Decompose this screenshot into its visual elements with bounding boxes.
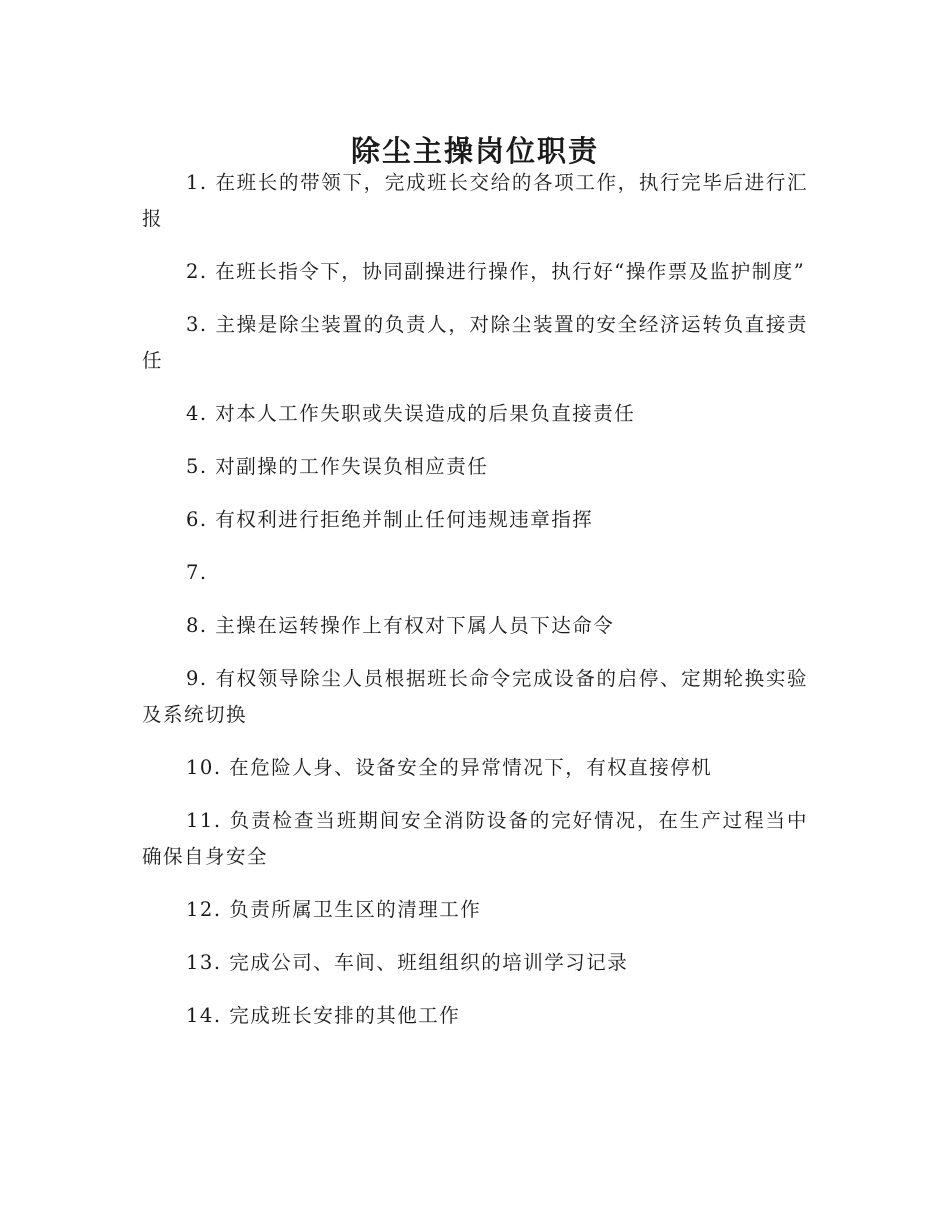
duty-item-14: 14. 完成班长安排的其他工作 xyxy=(186,1004,461,1027)
duty-item-13: 13. 完成公司、车间、班组组织的培训学习记录 xyxy=(186,951,629,974)
document-title: 除尘主操岗位职责 xyxy=(350,134,599,169)
duty-item-2: 2. 在班长指令下，协同副操进行操作，执行好“操作票及监护制度” xyxy=(186,260,806,283)
duty-item-9: 9. 有权领导除尘人员根据班长命令完成设备的启停、定期轮换实验及系统切换 xyxy=(142,667,808,726)
duty-item-4: 4. 对本人工作失职或失误造成的后果负直接责任 xyxy=(186,402,636,425)
duty-item-3: 3. 主操是除尘装置的负责人，对除尘装置的安全经济运转负直接责任 xyxy=(142,313,808,372)
duty-item-8: 8. 主操在运转操作上有权对下属人员下达命令 xyxy=(186,614,615,637)
duty-item-10: 10. 在危险人身、设备安全的异常情况下，有权直接停机 xyxy=(186,756,713,779)
duty-item-6: 6. 有权利进行拒绝并制止任何违规违章指挥 xyxy=(186,508,594,531)
duty-list xyxy=(142,165,808,1051)
duty-item-11: 11. 负责检查当班期间安全消防设备的完好情况，在生产过程当中确保自身安全 xyxy=(142,809,808,868)
duty-item-1: 1. 在班长的带领下，完成班长交给的各项工作，执行完毕后进行汇报 xyxy=(142,171,808,230)
duty-item-7: 7. xyxy=(186,561,208,584)
duty-item-12: 12. 负责所属卫生区的清理工作 xyxy=(186,898,482,921)
duty-item-5: 5. 对副操的工作失误负相应责任 xyxy=(186,455,489,478)
